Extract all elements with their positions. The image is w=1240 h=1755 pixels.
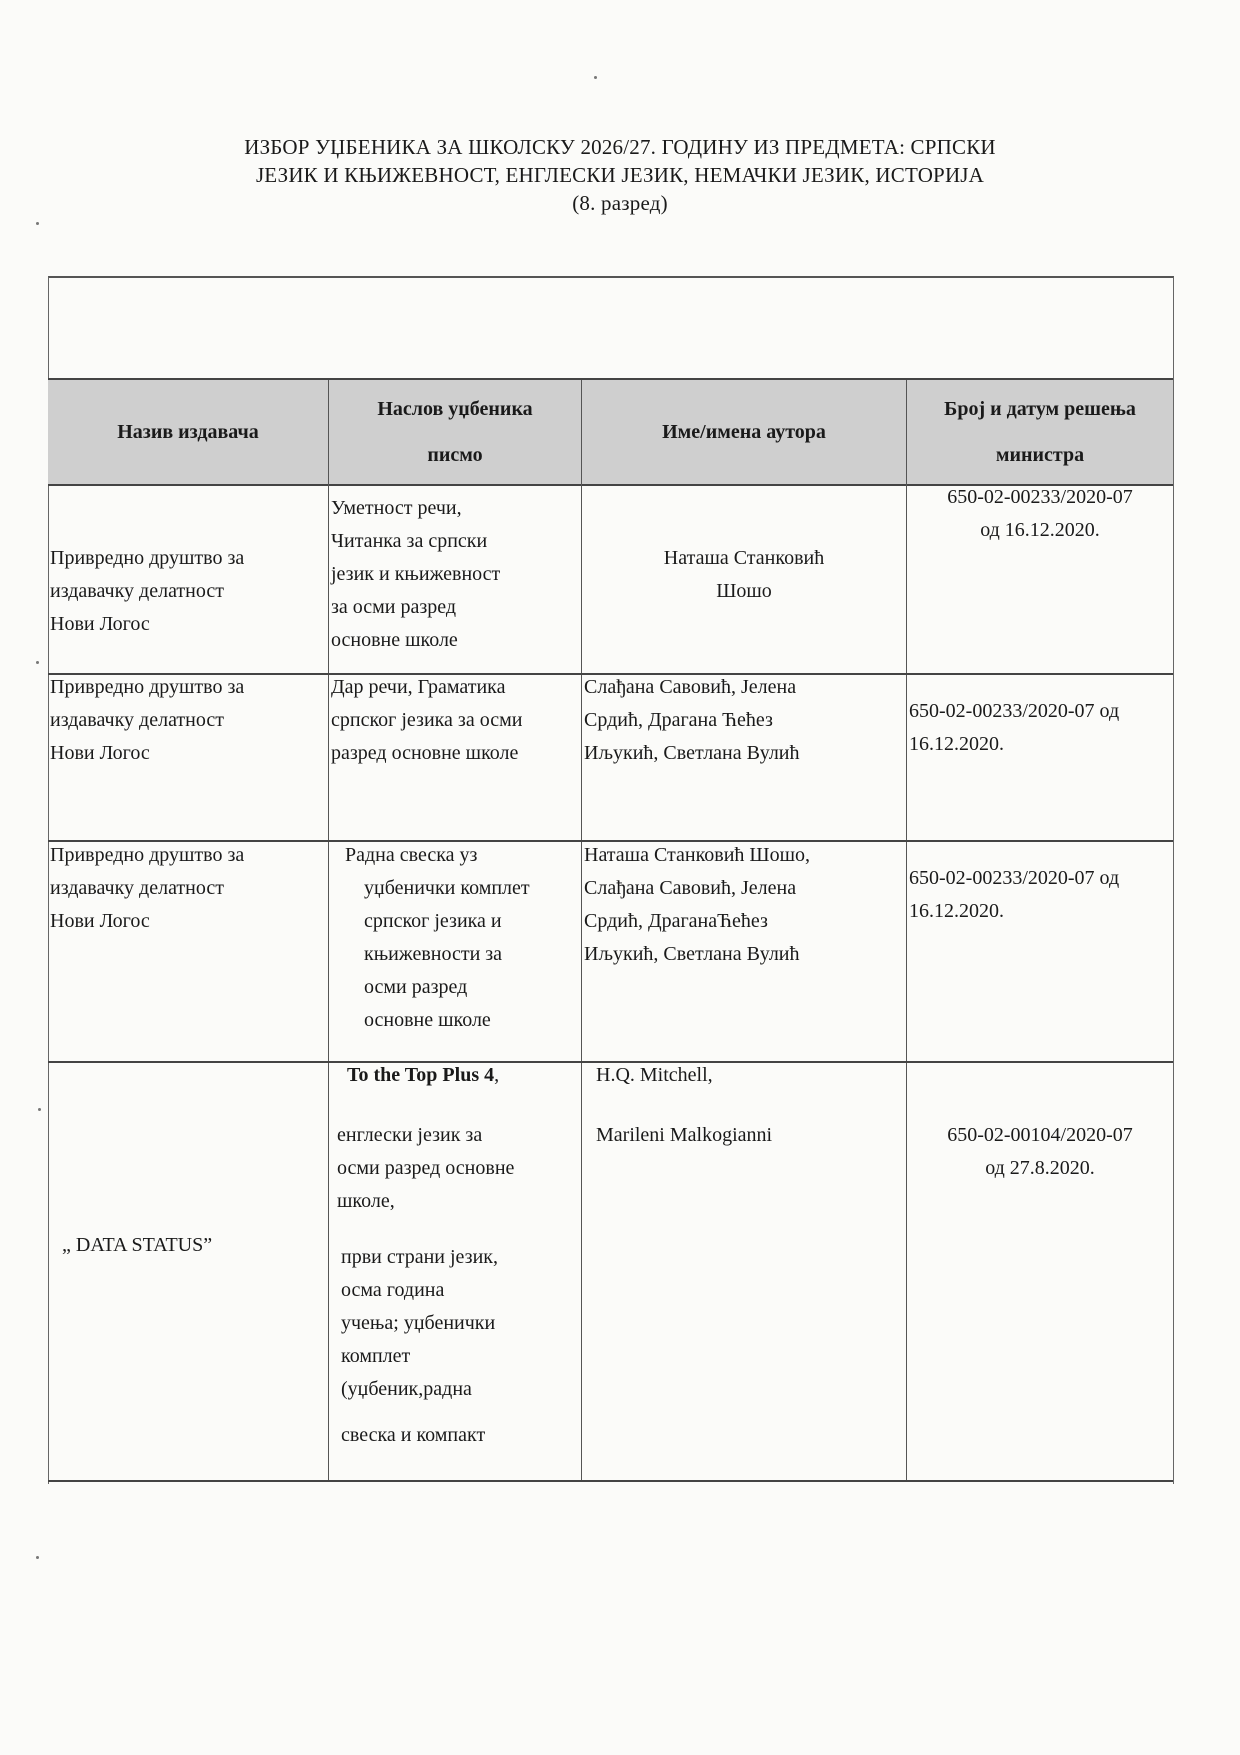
decision-number: 650-02-00233/2020-07 од bbox=[909, 867, 1120, 889]
decision-cell bbox=[906, 675, 1173, 840]
title-line: основне школе bbox=[331, 629, 458, 651]
title-line: осми разред основне bbox=[337, 1157, 515, 1179]
book-title-suffix: , bbox=[494, 1064, 500, 1086]
author-line: Шошо bbox=[716, 580, 772, 602]
decision-number: 650-02-00233/2020-07 bbox=[947, 486, 1133, 508]
title-line: учења; уџбенички bbox=[341, 1312, 496, 1334]
header-publisher bbox=[48, 380, 328, 484]
author-line: Срдић, Драгана Ћећез bbox=[584, 709, 773, 731]
title-line: књижевности за bbox=[364, 943, 503, 965]
title-line-3: (8. разред) bbox=[572, 191, 668, 215]
header-authors-label: Име/имена аутора bbox=[662, 421, 826, 443]
title-line: школе, bbox=[337, 1190, 395, 1212]
header-decision bbox=[906, 380, 1173, 484]
decision-date: од 16.12.2020. bbox=[980, 519, 1100, 541]
title-line: Уметност речи, bbox=[331, 497, 462, 519]
header-decision-label: Број и датум решења bbox=[944, 398, 1136, 420]
title-line: Читанка за српски bbox=[331, 530, 488, 552]
title-line: први страни језик, bbox=[341, 1246, 498, 1268]
header-script-label: писмо bbox=[427, 444, 483, 466]
publisher-line: Нови Логос bbox=[50, 910, 150, 932]
title-line: осми разред bbox=[364, 976, 468, 998]
decision-cell bbox=[906, 482, 1173, 673]
scan-speck bbox=[36, 222, 39, 225]
title-line-1: ИЗБОР УЏБЕНИКА ЗА ШКОЛСКУ 2026/27. ГОДИНУ ИЗ ПРЕДМЕТА: СРПСКИ bbox=[244, 135, 996, 159]
title-line: језик и књижевност bbox=[331, 563, 501, 585]
publisher-line: издавачку делатност bbox=[50, 709, 224, 731]
decision-cell bbox=[906, 1063, 1173, 1480]
publisher-cell bbox=[48, 842, 328, 1061]
publisher-line: Нови Логос bbox=[50, 613, 150, 635]
publisher-line: Привредно друштво за bbox=[50, 844, 245, 866]
scan-speck bbox=[36, 661, 39, 664]
decision-number: 650-02-00104/2020-07 bbox=[947, 1124, 1133, 1146]
publisher-line: Привредно друштво за bbox=[50, 676, 245, 698]
authors-cell bbox=[581, 1063, 906, 1480]
document-title bbox=[150, 133, 1090, 217]
header-publisher-label: Назив издавача bbox=[117, 421, 259, 443]
author-line: Наташа Станковић bbox=[663, 547, 825, 569]
title-line: комплет bbox=[341, 1345, 411, 1367]
publisher-line: издавачку делатност bbox=[50, 877, 224, 899]
table-row bbox=[48, 1063, 1173, 1482]
decision-date: 16.12.2020. bbox=[909, 900, 1004, 922]
author-line: Иљукић, Светлана Вулић bbox=[584, 943, 800, 965]
table-header bbox=[48, 378, 1173, 486]
title-cell bbox=[328, 482, 581, 673]
title-line: осма година bbox=[341, 1279, 445, 1301]
title-line: (уџбеник,радна bbox=[341, 1378, 472, 1400]
publisher-cell bbox=[48, 482, 328, 673]
title-line: свеска и компакт bbox=[341, 1424, 486, 1446]
author-line: Marileni Malkogianni bbox=[596, 1124, 773, 1146]
author-line: Срдић, ДраганаЋећез bbox=[584, 910, 768, 932]
title-line: уџбенички комплет bbox=[364, 877, 530, 899]
authors-cell bbox=[581, 482, 906, 673]
title-cell bbox=[328, 842, 581, 1061]
author-line: Наташа Станковић Шошо, bbox=[584, 844, 811, 866]
author-line: Слађана Савовић, Јелена bbox=[584, 877, 797, 899]
header-minister-label: министра bbox=[995, 444, 1085, 466]
authors-cell bbox=[581, 675, 906, 840]
title-cell bbox=[328, 1063, 581, 1480]
publisher-line: Привредно друштво за bbox=[50, 547, 245, 569]
publisher-line: „ DATA STATUS” bbox=[62, 1234, 213, 1256]
title-line: Дар речи, Граматика bbox=[331, 676, 506, 698]
title-line: разред основне школе bbox=[331, 742, 519, 764]
decision-date: од 27.8.2020. bbox=[985, 1157, 1095, 1179]
title-line: српског језика и bbox=[364, 910, 502, 932]
publisher-cell bbox=[48, 1063, 328, 1480]
scan-speck bbox=[36, 1556, 39, 1559]
scan-speck bbox=[38, 1108, 41, 1111]
author-line: Слађана Савовић, Јелена bbox=[584, 676, 797, 698]
header-title-label: Наслов уџбеника bbox=[377, 398, 533, 420]
title-cell bbox=[328, 675, 581, 840]
title-line: српског језика за осми bbox=[331, 709, 523, 731]
title-line-2: ЈЕЗИК И КЊИЖЕВНОСТ, ЕНГЛЕСКИ ЈЕЗИК, НЕМАЧКИ ЈЕЗИК, ИСТОРИЈА bbox=[255, 163, 985, 187]
title-line: основне школе bbox=[364, 1009, 491, 1031]
book-title-bold: To the Top Plus 4 bbox=[347, 1064, 495, 1086]
decision-cell bbox=[906, 842, 1173, 1061]
author-line: Иљукић, Светлана Вулић bbox=[584, 742, 800, 764]
header-authors bbox=[581, 380, 906, 484]
title-line: Радна свеска уз bbox=[345, 844, 478, 866]
table-row bbox=[48, 482, 1173, 675]
table-row bbox=[48, 842, 1173, 1063]
table-row bbox=[48, 675, 1173, 842]
decision-date: 16.12.2020. bbox=[909, 733, 1004, 755]
publisher-line: издавачку делатност bbox=[50, 580, 224, 602]
author-line: H.Q. Mitchell, bbox=[596, 1064, 713, 1086]
authors-cell bbox=[581, 842, 906, 1061]
publisher-cell bbox=[48, 675, 328, 840]
header-title bbox=[328, 380, 581, 484]
publisher-line: Нови Логос bbox=[50, 742, 150, 764]
decision-number: 650-02-00233/2020-07 од bbox=[909, 700, 1120, 722]
title-line: за осми разред bbox=[331, 596, 457, 618]
scan-speck bbox=[594, 76, 597, 79]
title-line: енглески језик за bbox=[337, 1124, 483, 1146]
